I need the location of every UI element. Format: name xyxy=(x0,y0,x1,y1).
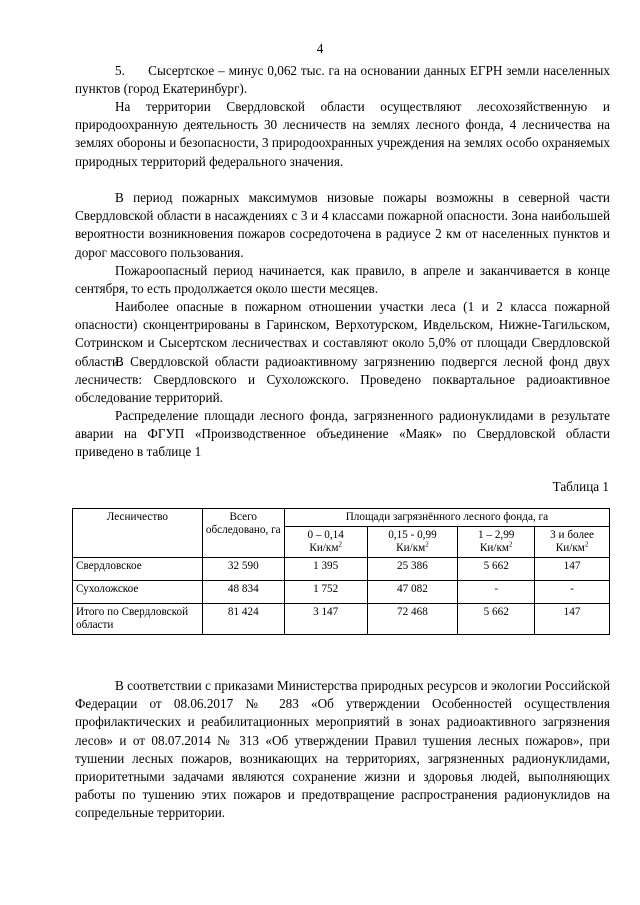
header-range-3: 1 – 2,99 $Ки/км^2$ xyxy=(458,527,535,558)
header-range-4: 3 и более $Ки/км^2$ xyxy=(535,527,610,558)
header-range-1: 0 – 0,14 $Ки/км^2$ xyxy=(284,527,367,558)
paragraph-forestries: На территории Свердловской области осуществляют лесохозяйственную и природоохранную деятельность 30 лесничеств на землях лесного фонда, 4 лесничества на землях обороны и безопасности, 3 природоохранных учреждения на землях особо охраняемых природных территорий федерального значения. xyxy=(75,99,610,169)
page-number: 4 xyxy=(316,41,324,56)
cell-range-3: 5 662 xyxy=(458,604,535,635)
paragraph-fire-peaks: В период пожарных максимумов низовые пожары возможны в северной части Свердловской области в насаждениях с 3 и 4 классами пожарной опасности. Зона наибольшей вероятности возникновения пожаров сосредоточена в радиусе 2 км от населенных пунктов и дорог массового пользования. xyxy=(75,190,610,260)
cell-range-1: 3 147 xyxy=(284,604,367,635)
cell-range-3: - xyxy=(458,581,535,604)
cell-forestry-name: Свердловское xyxy=(73,558,203,581)
table-row xyxy=(73,558,610,581)
header-range-2: 0,15 - 0,99 $Ки/км^2$ xyxy=(367,527,458,558)
cell-range-1: 1 395 xyxy=(284,558,367,581)
table-total-row xyxy=(73,604,610,635)
table-caption: Таблица 1 xyxy=(552,479,609,494)
header-forestry: Лесничество xyxy=(73,509,203,558)
cell-range-1: 1 752 xyxy=(284,581,367,604)
cell-forestry-name: Сухоложское xyxy=(73,581,203,604)
cell-range-4: 147 xyxy=(535,558,610,581)
cell-total: 81 424 xyxy=(202,604,284,635)
cell-range-4: 147 xyxy=(535,604,610,635)
cell-range-2: 72 468 xyxy=(367,604,458,635)
cell-total: 32 590 xyxy=(202,558,284,581)
contamination-table xyxy=(72,508,610,635)
paragraph-dangerous-areas: Наиболее опасные в пожарном отношении участки леса (1 и 2 класса пожарной опасности) сконцентрированы в Гаринском, Верхотурском, Ивдельском, Нижне-Тагильском, Сотринском и Сысертском лесничествах и составляют около 5,0% от площади Свердловской области. xyxy=(75,299,610,369)
paragraph-sysertskoe: 5. Сысертское – минус 0,062 тыс. га на основании данных ЕГРН земли населенных пунктов (город Екатеринбург). xyxy=(75,63,610,97)
cell-range-2: 47 082 xyxy=(367,581,458,604)
cell-range-4: - xyxy=(535,581,610,604)
cell-total: 48 834 xyxy=(202,581,284,604)
header-total: Всего обследовано, га xyxy=(202,509,284,558)
header-contaminated-area: Площади загрязнённого лесного фонда, га xyxy=(284,509,609,527)
paragraph-distribution: Распределение площади лесного фонда, загрязненного радионуклидами в результате аварии на ФГУП «Производственное объединение «Маяк» по Свердловской области приведено в таблице 1 xyxy=(75,408,610,460)
paragraph-fire-season: Пожароопасный период начинается, как правило, в апреле и заканчивается в конце сентября, то есть продолжается около шести месяцев. xyxy=(75,263,610,297)
paragraph-regulations: В соответствии с приказами Министерства природных ресурсов и экологии Российской Федерации от 08.06.2017 № 283 «Об утверждении Особенностей осуществления профилактических и реабилитационных мероприятий в зонах радиоактивного загрязнения лесов» и от 08.07.2014 № 313 «Об утверждении Правил тушения лесных пожаров», при тушении лесных пожаров, возникающих на территориях, загрязненных радионуклидами, приоритетными задачами являются сохранение жизни и здоровья людей, выполняющих работы по тушению этих пожаров и предотвращение распространения радионуклидов на сопредельные территории. xyxy=(75,678,610,821)
paragraph-radioactive: В Свердловской области радиоактивному загрязнению подвергся лесной фонд двух лесничеств: Свердловского и Сухоложского. Проведено поквартальное радиоактивное обследование территорий. xyxy=(75,354,610,406)
cell-total-label: Итого по Свердловской области xyxy=(73,604,203,635)
cell-range-2: 25 386 xyxy=(367,558,458,581)
cell-range-3: 5 662 xyxy=(458,558,535,581)
table-row xyxy=(73,581,610,604)
